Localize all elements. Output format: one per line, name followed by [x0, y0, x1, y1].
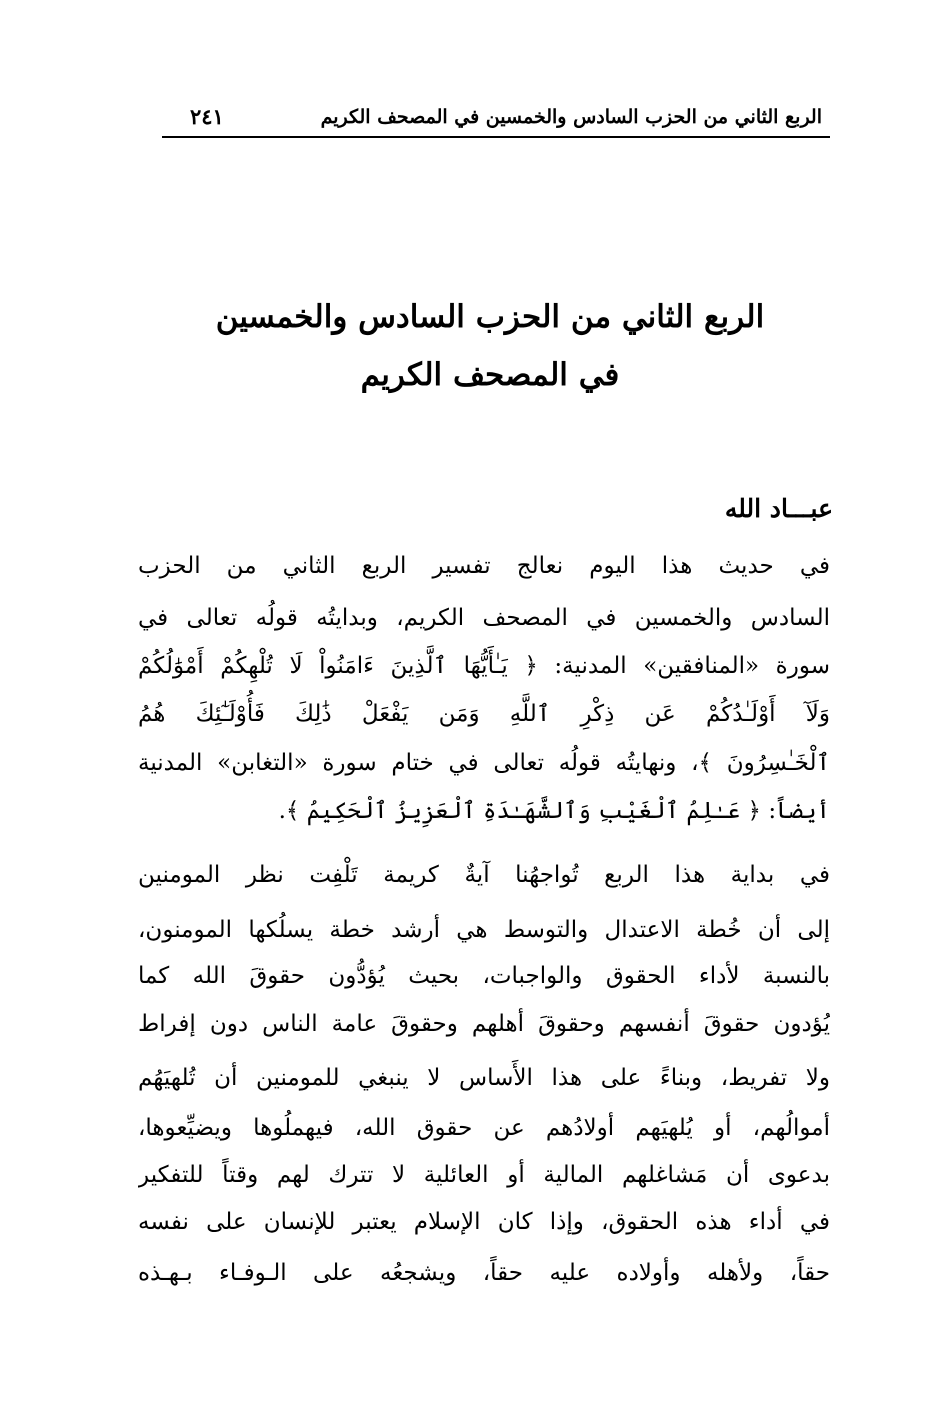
paragraph-2-line: في بداية هذا الربع تُواجهُنا آيةٌ كريمة تَلْفِت نظر المومنين	[138, 862, 830, 888]
paragraph-2-line: بدعوى أن مَشاغلهم المالية أو العائلية لا تترك لهم وقتاً للتفكير	[138, 1162, 830, 1188]
paragraph-2-line: إلى أن خُطة الاعتدال والتوسط هي أرشد خطة يسلُكها المومنون،	[138, 917, 830, 943]
paragraph-2-line: في أداء هذه الحقوق، وإذا كان الإسلام يعتبر للإنسان على نفسه	[138, 1209, 830, 1235]
running-header	[162, 100, 830, 138]
paragraph-1-line: في حديث هذا اليوم نعالج تفسير الربع الثاني من الحزب	[138, 553, 830, 579]
salutation: عبـــاد الله	[724, 494, 833, 523]
page-number: ٢٤١	[190, 104, 224, 129]
chapter-title-line-2: في المصحف الكريم	[360, 357, 620, 393]
running-title: الربع الثاني من الحزب السادس والخمسين في المصحف الكريم	[320, 106, 822, 128]
paragraph-1-line: سورة «المنافقين» المدنية: ﴿ يَـٰأَيُّهَا ٱلَّذِينَ ءَامَنُواْ لَا تُلْهِكُمْ أَمْوَٰلُكُمْ	[138, 653, 830, 679]
paragraph-1-line: أيضاً: ﴿ عَـٰلِمُ ٱلْغَيْبِ وَٱلشَّهَـٰدَةِ ٱلْعَزِيزُ ٱلْحَكِيمُ ﴾.	[278, 798, 830, 824]
paragraph-2-line: بالنسبة لأداء الحقوق والواجبات، بحيث يُؤدُّون حقوقَ الله كما	[138, 963, 830, 989]
paragraph-1-line: ٱلْخَـٰسِرُونَ ﴾، ونهايتُه قولُه تعالى في ختام سورة «التغابن» المدنية	[138, 750, 830, 776]
paragraph-2-line: حقاً، ولأهله وأولاده عليه حقاً، ويشجعُه على الـوفـاء بـهـذه	[138, 1260, 830, 1286]
paragraph-1-line: وَلَآ أَوْلَـٰدُكُمْ عَن ذِكْرِ ٱللَّهِ وَمَن يَفْعَلْ ذَٰلِكَ فَأُوْلَـٰٓئِكَ هُمُ	[138, 701, 830, 727]
paragraph-1-line: السادس والخمسين في المصحف الكريم، وبدايتُه قولُه تعالى في	[138, 605, 830, 631]
paragraph-2-line: ولا تفريط، وبناءً على هذا الأَساس لا ينبغي للمومنين أن تُلهيَهُم	[138, 1065, 830, 1091]
paragraph-2-line: أموالُهم، أو يُلهيَهم أولادُهم عن حقوق الله، فيهملُوها ويضيِّعوها،	[138, 1115, 830, 1141]
paragraph-2-line: يُؤدون حقوقَ أنفسهم وحقوقَ أهلهم وحقوقَ عامة الناس دون إفراط	[138, 1011, 830, 1037]
header-rule	[162, 136, 830, 138]
chapter-title	[150, 288, 830, 404]
chapter-title-line-1: الربع الثاني من الحزب السادس والخمسين	[215, 299, 765, 335]
